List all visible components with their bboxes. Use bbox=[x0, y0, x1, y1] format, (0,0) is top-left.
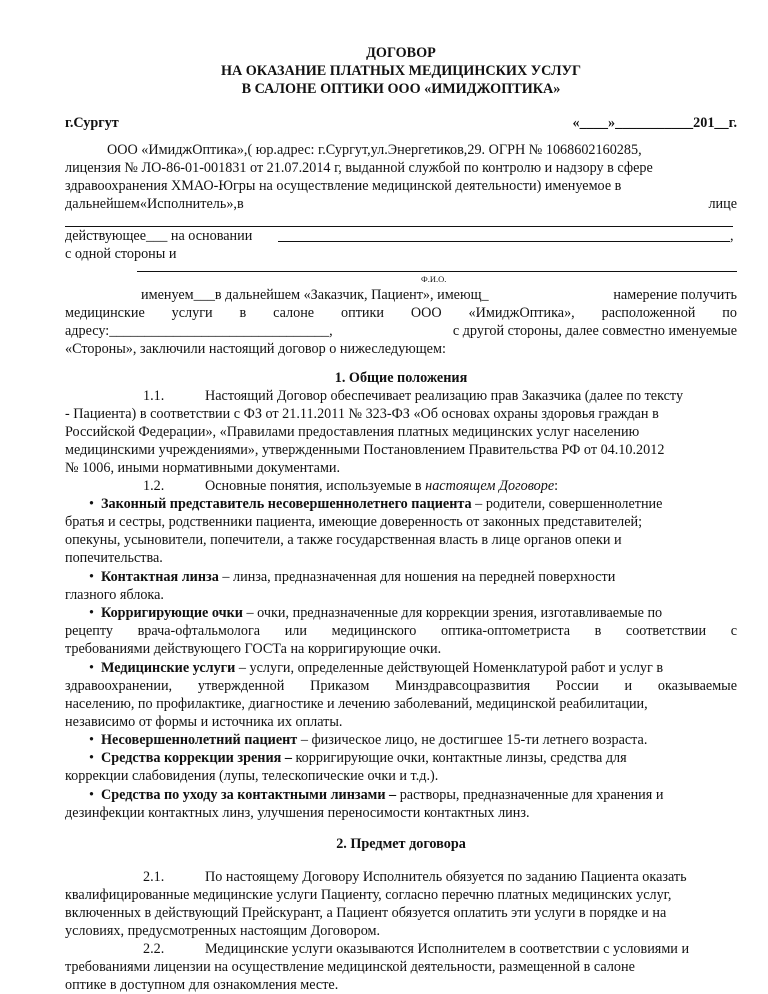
definition-item: • Корригирующие очки – очки, предназначенные для коррекции зрения, изготавливаемые по bbox=[89, 605, 663, 621]
definition-line: коррекции слабовидения (лупы, телескопические очки и т.д.). bbox=[65, 768, 439, 784]
intro-line: дальнейшем«Исполнитель»,в bbox=[65, 196, 244, 212]
bullet: • bbox=[89, 569, 94, 585]
clause-line: Российской Федерации», «Правилами предоставления платных медицинских услуг населению bbox=[65, 424, 640, 440]
definition-line: независимо от формы и источника их оплаты. bbox=[65, 714, 343, 730]
clause-line: квалифицированные медицинские услуги Пациенту, согласно перечню платных медицинских услуг, bbox=[65, 887, 672, 903]
clause-number: 1.2. bbox=[143, 478, 165, 494]
clause-line: Основные понятия, используемые в настоящем Договоре: bbox=[205, 478, 559, 494]
clause-line: - Пациента) в соответствии с ФЗ от 21.11.2011 № 323-ФЗ «Об основах охраны здоровья граждан в bbox=[65, 406, 659, 422]
clause-line: оптике в доступном для ознакомления месте. bbox=[65, 977, 339, 993]
intro-line: адресу:_______________________________, bbox=[65, 323, 333, 339]
bullet: • bbox=[89, 605, 94, 621]
definition-item: • Средства коррекции зрения – корригирующие очки, контактные линзы, средства для bbox=[89, 750, 627, 766]
definition-item: • Контактная линза – линза, предназначенная для ношения на передней поверхности bbox=[89, 569, 616, 585]
definition-item: • Медицинские услуги – услуги, определенные действующей Номенклатурой работ и услуг в bbox=[89, 660, 664, 676]
clause-line: требованиями лицензии на осуществление медицинской деятельности, размещенной в салоне bbox=[65, 959, 635, 975]
clause-line: медицинскими учреждениями», утвержденными Постановлением Правительства РФ от 04.10.2012 bbox=[65, 442, 665, 458]
intro-line: ООО «ИмиджОптика»,( юр.адрес: г.Сургут,ул.Энергетиков,29. ОГРН № 1068602160285, bbox=[107, 142, 642, 158]
intro-comma: , bbox=[730, 228, 734, 244]
clause-line: Настоящий Договор обеспечивает реализацию прав Заказчика (далее по тексту bbox=[205, 388, 684, 404]
definition-line: братья и сестры, родственники пациента, имеющие доверенность от законных представителей; bbox=[65, 514, 643, 530]
bullet: • bbox=[89, 660, 94, 676]
definition-line: дезинфекции контактных линз, улучшения переносимости контактных линз. bbox=[65, 805, 530, 821]
intro-line: лице bbox=[708, 196, 737, 212]
section-1-heading: 1. Общие положения bbox=[334, 370, 468, 386]
definition-line: требованиями действующего ГОСТа на корригирующие очки. bbox=[65, 641, 442, 657]
clause-line: включенных в действующий Прейскурант, а Пациент обязуется оплатить эти услуги в порядке и на bbox=[65, 905, 667, 921]
fio-label: Ф.И.О. bbox=[421, 274, 447, 284]
intro-line: с другой стороны, далее совместно именуемые bbox=[452, 323, 737, 339]
clause-line: № 1006, иными нормативными документами. bbox=[65, 460, 341, 476]
intro-line: с одной стороны и bbox=[65, 246, 177, 262]
definition-item: • Средства по уходу за контактными линзами – растворы, предназначенные для хранения и bbox=[89, 787, 664, 803]
city: г.Сургут bbox=[65, 115, 119, 131]
definition-line: попечительства. bbox=[65, 550, 163, 566]
clause-number: 2.1. bbox=[143, 869, 165, 885]
intro-line: «Стороны», заключили настоящий договор о нижеследующем: bbox=[65, 341, 446, 357]
definition-line: глазного яблока. bbox=[65, 587, 164, 603]
clause-line: Медицинские услуги оказываются Исполнителем в соответствии с условиями и bbox=[205, 941, 690, 957]
clause-line: По настоящему Договору Исполнитель обязуется по заданию Пациента оказать bbox=[205, 869, 687, 885]
definition-line: рецепту врача-офтальмолога или медицинского оптика-оптометриста в соответствии с bbox=[65, 623, 737, 639]
definition-line: населению, по профилактике, диагностике и лечению заболеваний, медицинской реабилитации, bbox=[65, 696, 648, 712]
intro-line: именуем___в дальнейшем «Заказчик, Пациент», имеющ_ bbox=[141, 287, 489, 303]
title-line-1: ДОГОВОР bbox=[366, 45, 436, 61]
definition-item: • Несовершеннолетний пациент – физическое лицо, не достигшее 15-ти летнего возраста. bbox=[89, 732, 648, 748]
bullet: • bbox=[89, 787, 94, 803]
intro-line: намерение получить bbox=[613, 287, 737, 303]
intro-line: лицензия № ЛО-86-01-001831 от 21.07.2014 г, выданной службой по контролю и надзору в сфере bbox=[65, 160, 653, 176]
blank-line bbox=[278, 241, 730, 242]
bullet: • bbox=[89, 750, 94, 766]
definition-line: здравоохранении, утвержденной Приказом Минздравсоцразвития России и оказываемые bbox=[65, 678, 737, 694]
bullet: • bbox=[89, 732, 94, 748]
section-2-heading: 2. Предмет договора bbox=[336, 836, 466, 852]
clause-number: 2.2. bbox=[143, 941, 165, 957]
bullet: • bbox=[89, 496, 94, 512]
contract-date: «____»___________201__г. bbox=[572, 115, 737, 131]
fio-blank-line bbox=[137, 271, 737, 272]
title-line-3: В САЛОНЕ ОПТИКИ ООО «ИМИДЖОПТИКА» bbox=[241, 81, 561, 97]
clause-line: условиях, предусмотренных настоящим Договором. bbox=[65, 923, 381, 939]
definition-line: опекуны, усыновители, попечители, а также государственная власть в лице органов опеки и bbox=[65, 532, 622, 548]
intro-line: здравоохранения ХМАО-Югры на осуществление медицинской деятельности) именуемое в bbox=[65, 178, 622, 194]
title-line-2: НА ОКАЗАНИЕ ПЛАТНЫХ МЕДИЦИНСКИХ УСЛУГ bbox=[220, 63, 582, 79]
definition-item: • Законный представитель несовершеннолетнего пациента – родители, совершеннолетние bbox=[89, 496, 663, 512]
clause-number: 1.1. bbox=[143, 388, 165, 404]
intro-line: действующее___ на основании bbox=[65, 228, 253, 244]
intro-line: медицинские услуги в салоне оптики ООО «ИмиджОптика», расположенной по bbox=[65, 305, 737, 321]
